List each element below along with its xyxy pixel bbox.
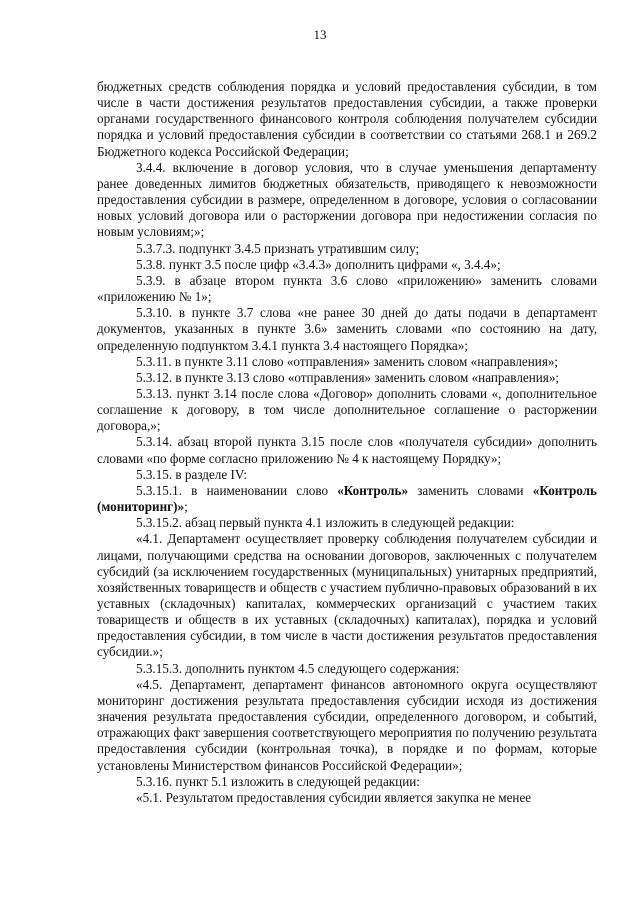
paragraph-5-3-14: 5.3.14. абзац второй пункта 3.15 после слов «получателя субсидии» дополнить словами «по форме согласно приложению № 4 к настоящему Порядку»; [97,434,597,466]
paragraph-5-3-8: 5.3.8. пункт 3.5 после цифр «3.4.3» дополнить цифрами «, 3.4.4»; [136,256,501,272]
paragraph-5-3-13: 5.3.13. пункт 3.14 после слова «Договор» дополнить словами «, дополнительное соглашение к договору, в том числе дополнительное соглашение о расторжении договора,»; [97,385,597,434]
paragraph-5-3-15-1-prefix: 5.3.15.1. в наименовании слово [136,482,338,498]
bold-term-control: «Контроль» [337,482,409,498]
paragraph-5-3-15-1-middle: заменить словами [408,482,533,498]
paragraph-5-3-15-1-suffix: ; [184,499,188,515]
bold-term-control-monitoring: «Контроль (мониторинг)» [97,482,598,515]
paragraph-5-3-9: 5.3.9. в абзаце втором пункта 3.6 слово «приложению» заменить словами «приложению № 1»; [97,272,597,305]
page-number: 13 [313,27,327,42]
paragraph-5-1-quote: «5.1. Результатом предоставления субсидии является закупка не менее [136,789,532,805]
paragraph-4-5-quote: «4.5. Департамент, департамент финансов автономного округа осуществляют мониторинг достижения результата предоставления субсидии исходя из достижения значения результата предоставления субсидии, определенного договором, и событий, отражающих факт завершения соответствующего мероприятия по получению результата предоставления субсидии (контрольная точка), в порядке и по формам, которые установлены Министерством финансов Российской Федерации»; [97,676,597,773]
paragraph-5-3-16: 5.3.16. пункт 5.1 изложить в следующей редакции: [136,773,420,789]
paragraph-5-3-15: 5.3.15. в разделе IV: [136,466,248,482]
paragraph-5-3-11: 5.3.11. в пункте 3.11 слово «отправления» заменить словом «направления»; [136,353,559,369]
paragraph-5-3-15-3: 5.3.15.3. дополнить пунктом 4.5 следующего содержания: [136,660,460,676]
paragraph-5-3-7-3: 5.3.7.3. подпункт 3.4.5 признать утратившим силу; [136,240,420,256]
paragraph-4-1-quote: «4.1. Департамент осуществляет проверку соблюдения получателем субсидии и лицами, получающими средства на основании договоров, заключенных с получателем субсидий (за исключением государственных (муниципальных) унитарных предприятий, хозяйственных товариществ и обществ с участием публично-правовых образований в их уставных (складочных) капиталах, коммерческих организаций с участием таких товариществ и обществ в их уставных (складочных) капиталах), порядка и условий предоставления субсидии, в том числе в части достижения результатов предоставления субсидии.»; [97,531,597,660]
paragraph-3-4-4: 3.4.4. включение в договор условия, что в случае уменьшения департаменту ранее доведенных лимитов бюджетных обязательств, приводящего к невозможности предоставления субсидии в размере, определенном в договоре, условия о согласовании новых условий договора или о расторжении договора при недостижении согласия по новым условиям;»; [97,159,597,240]
document-body [97,79,597,806]
paragraph-continuation: бюджетных средств соблюдения порядка и условий предоставления субсидии, в том числе в части достижения результатов предоставления субсидии, а также проверки органами государственного финансового контроля соблюдения получателем субсидии порядка и условий предоставления субсидии в соответствии со статьями 268.1 и 269.2 Бюджетного кодекса Российской Федерации; [97,79,597,159]
paragraph-5-3-12: 5.3.12. в пункте 3.13 слово «отправления» заменить словом «направления»; [136,369,560,385]
paragraph-5-3-15-1 [97,483,597,515]
paragraph-5-3-15-2: 5.3.15.2. абзац первый пункта 4.1 изложить в следующей редакции: [136,515,515,531]
paragraph-5-3-10: 5.3.10. в пункте 3.7 слова «не ранее 30 дней до даты подачи в департамент документов, указанных в пункте 3.6» заменить словами «по состоянию на дату, определенную подпунктом 3.4.1 пункта 3.4 настоящего Порядка»; [97,305,597,353]
